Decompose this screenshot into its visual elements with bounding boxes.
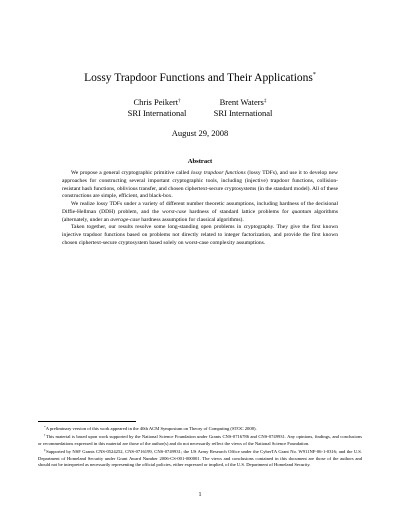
author-2-marker: ‡ [263, 99, 267, 104]
author-2-affiliation: SRI International [213, 108, 273, 118]
abstract-paragraph-3: Taken together, our results resolve some long-standing open problems in cryptography. They give the first known injective trapdoor functions based on problems not directly related to integer factorization, and provide the first known chosen ciphertext-secure cryptosystem based solely on worst-case complexity assumptions. [62, 224, 338, 246]
author-1-name: Chris Peikert [133, 97, 179, 107]
paper-title [0, 68, 400, 85]
page-number: 1 [198, 492, 202, 498]
abstract-paragraph-2 [62, 201, 338, 224]
footnote-3-text: Supported by NSF Grants CNS-0524252, CNS-0716199, CNS-0749931; the US Army Research Office under the CyberTA Grant No. W911NF-06-1-0316; and the U.S. Department of Homeland Security under Grant Award Number 2006-CS-001-000001. The views and conclusions contained in this document are those of the authors and should not be interpreted as necessarily representing the official policies, either expressed or implied, of the U.S. Department of Homeland Security. [38, 449, 363, 468]
abstract-body [62, 170, 338, 248]
author-block [0, 96, 400, 122]
abstract-p1-text-a: We propose a general cryptographic primitive called [71, 170, 192, 176]
author-2 [183, 96, 303, 119]
abstract-p2-emphasis-quantum: quantum [291, 208, 312, 215]
author-1-affiliation: SRI International [127, 108, 187, 118]
author-2-name: Brent Waters [219, 97, 264, 107]
footnotes [38, 424, 362, 468]
footnote-3-marker: ‡ [44, 448, 47, 453]
footnote-3 [38, 447, 362, 468]
abstract-p1-text-c: (lossy TDFs), and use it to develop new approaches for constructing several important cryptographic tools, including (injective) trapdoor functions, collision-resistant hash functions, oblivious transfer, and chosen ciphertext-secure cryptosystems (in the standard model). All of these constructions are simple, efficient, and black-box. [62, 170, 339, 200]
abstract-heading: Abstract [187, 158, 213, 165]
abstract-p2-emphasis-average-case: average-case [110, 216, 140, 223]
footnote-1-text: A preliminary version of this work appeared in the 40th ACM Symposium on Theory of Computing (STOC 2008). [45, 426, 257, 431]
paper-title-text: Lossy Trapdoor Functions and Their Applications [84, 72, 313, 84]
paper-date: August 29, 2008 [171, 128, 229, 138]
title-footnote-marker: * [312, 72, 316, 78]
abstract-p2-text-g: hardness assumption for classical algorithms). [139, 216, 244, 223]
footnote-2-marker: † [44, 433, 46, 438]
footnote-2 [38, 432, 362, 447]
author-2-line [183, 96, 303, 108]
abstract-p2-emphasis-worst-case: worst-case [162, 208, 187, 215]
author-1-marker: † [178, 99, 181, 104]
abstract-p1-emphasis: lossy trapdoor functions [191, 170, 246, 176]
abstract-p2-text-e: algorithms (alternately, under an [62, 208, 338, 223]
abstract-paragraph-1 [62, 170, 338, 201]
footnote-divider [38, 421, 136, 422]
abstract-p2-text-a: We realize lossy TDFs under a variety of different number theoretic assumptions, including hardness of the decisional Diffie-Hellman (DDH) problem, and the [62, 201, 338, 215]
footnote-2-text: This material is based upon work supported by the National Science Foundation under Grants CNS-0716786 and CNS-0749931. Any opinions, findings, and conclusions or recommedations expressed in this material are those of the author(s) and do not necessarily reflect the views of the National Science Foundation. [38, 434, 362, 446]
abstract-p2-text-c: hardness of standard lattice problems for [186, 208, 292, 215]
footnote-1-marker: * [44, 425, 46, 429]
footnote-1 [38, 424, 362, 432]
